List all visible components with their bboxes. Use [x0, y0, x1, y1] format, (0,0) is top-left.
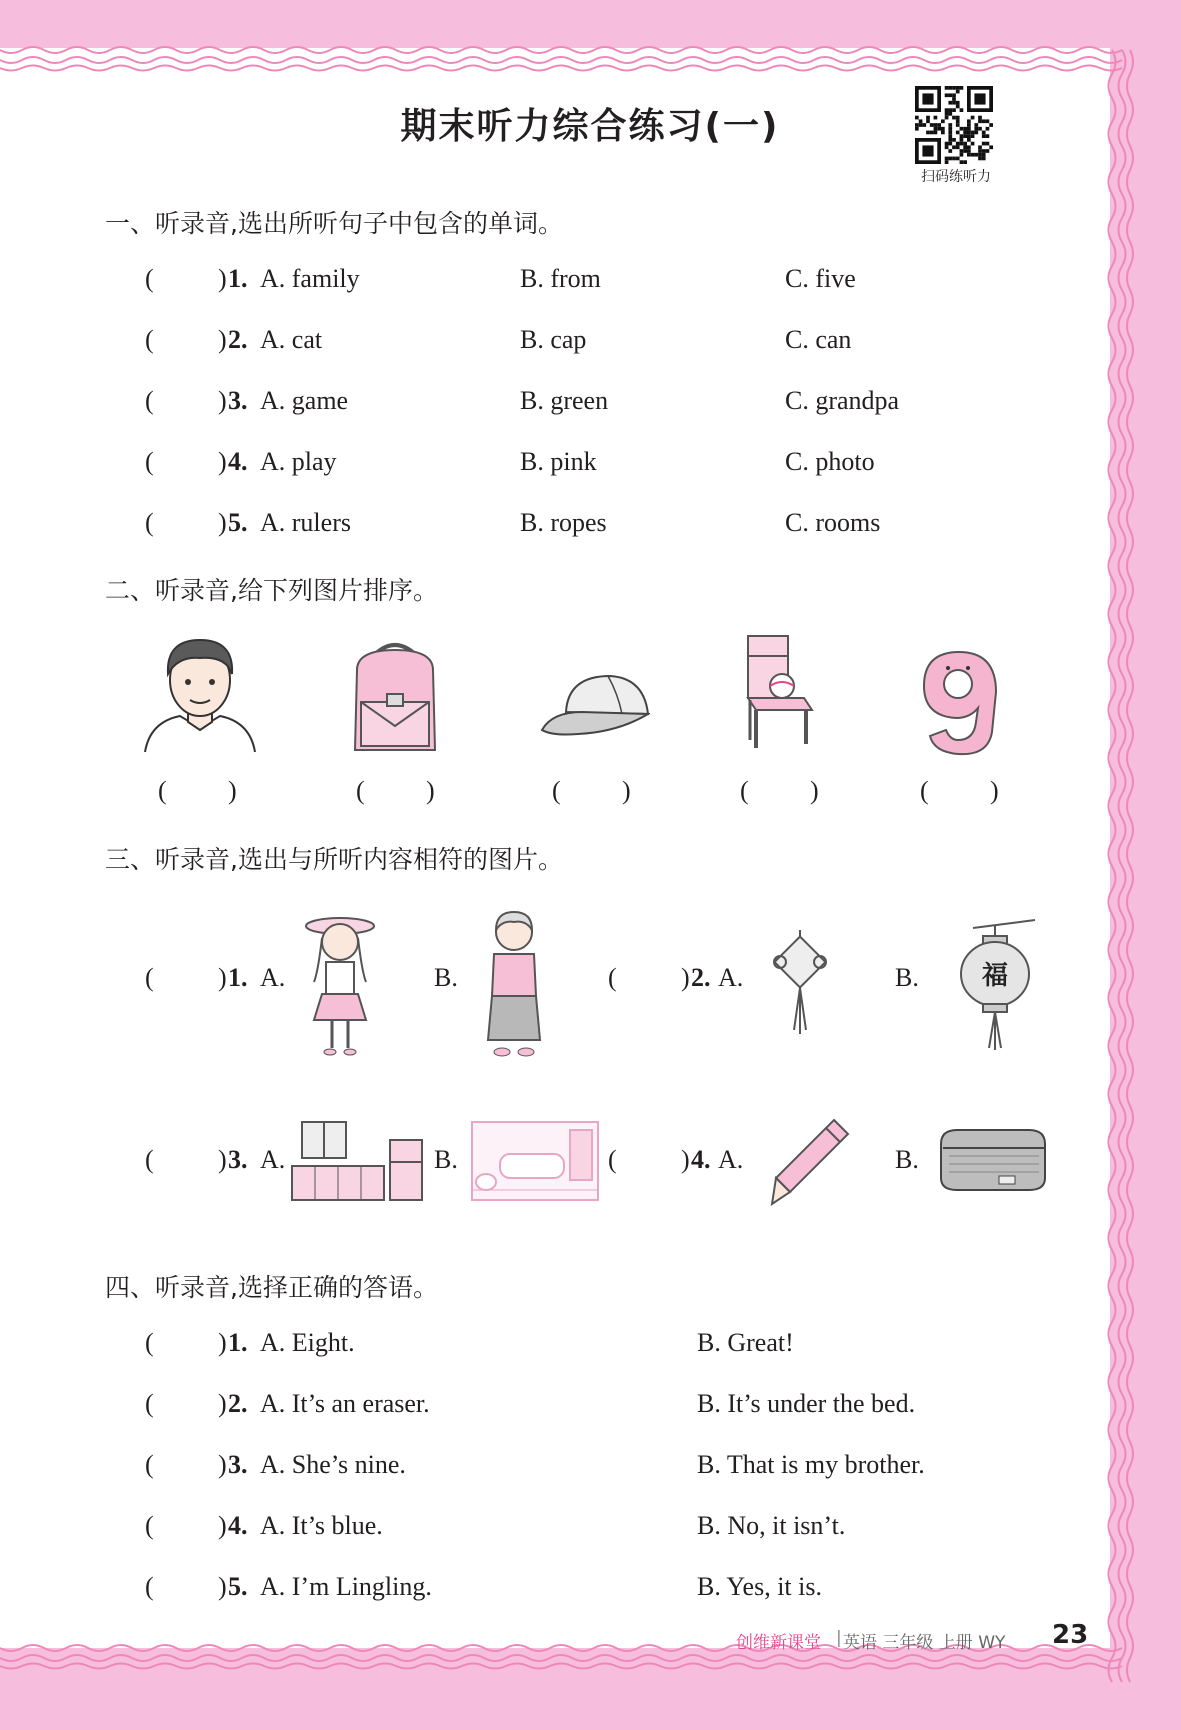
- section-1-heading: 一、听录音,选出所听句子中包含的单词。: [105, 209, 563, 238]
- answer-blank-open[interactable]: (: [145, 447, 154, 476]
- option-b: B. green: [520, 386, 609, 415]
- chinese-knot-picture: [770, 930, 830, 1040]
- question-row: [145, 1572, 1045, 1606]
- question-number: 1.: [228, 1328, 248, 1357]
- man-picture: [140, 630, 260, 755]
- answer-blank-close: ): [218, 1145, 227, 1174]
- question-row: [145, 508, 1045, 542]
- answer-blank-open[interactable]: (: [145, 1389, 154, 1418]
- option-b: B.: [434, 1145, 458, 1174]
- option-b: B.: [434, 963, 458, 992]
- answer-blank-close: ): [218, 1511, 227, 1540]
- wave-line: [1119, 50, 1126, 1682]
- answer-blank-close: ): [218, 325, 227, 354]
- option-a: A. family: [260, 264, 360, 293]
- answer-blank-open[interactable]: (: [145, 264, 154, 293]
- pencil-picture: [770, 1118, 850, 1206]
- question-number: 4.: [228, 447, 248, 476]
- option-b: B. It’s under the bed.: [697, 1389, 916, 1418]
- option-a: A. I’m Lingling.: [260, 1572, 432, 1601]
- number-nine-picture: [918, 648, 1000, 758]
- option-c: C. grandpa: [785, 386, 900, 415]
- section-4-heading: 四、听录音,选择正确的答语。: [105, 1273, 438, 1302]
- answer-blank-close: ): [681, 963, 690, 992]
- question-row: [145, 264, 1045, 298]
- option-b: B. Great!: [697, 1328, 794, 1357]
- kitchen-picture: [290, 1120, 424, 1202]
- bathroom-picture: [470, 1120, 600, 1202]
- option-b: B. from: [520, 264, 601, 293]
- option-a: A.: [718, 963, 744, 992]
- option-c: C. five: [785, 264, 856, 293]
- lantern-character: 福: [981, 961, 1009, 991]
- option-b: B. Yes, it is.: [697, 1572, 822, 1601]
- option-b: B.: [895, 1145, 919, 1174]
- wave-line: [0, 1664, 1122, 1669]
- chair-with-ball-picture: [740, 630, 820, 750]
- order-blank[interactable]: ( ): [740, 776, 819, 805]
- option-a: A. It’s blue.: [260, 1511, 383, 1540]
- option-a: A. It’s an eraser.: [260, 1389, 430, 1418]
- option-a: A.: [718, 1145, 744, 1174]
- footer-book-info: 英语 三年级 上册 WY: [843, 1633, 1006, 1653]
- question-row: [145, 1328, 1045, 1362]
- question-row: [145, 447, 1045, 481]
- lantern-picture: [955, 918, 1037, 1054]
- option-a: A. She’s nine.: [260, 1450, 406, 1479]
- question-row: [145, 1450, 1045, 1484]
- option-a: A.: [260, 963, 286, 992]
- answer-blank-close: ): [218, 447, 227, 476]
- option-a: A. cat: [260, 325, 323, 354]
- question-number: 3.: [228, 386, 248, 415]
- option-c: C. photo: [785, 447, 875, 476]
- question-number: 5.: [228, 508, 248, 537]
- option-b: B. pink: [520, 447, 597, 476]
- answer-blank-close: ): [218, 1389, 227, 1418]
- answer-blank-open[interactable]: (: [145, 386, 154, 415]
- option-c: C. can: [785, 325, 852, 354]
- order-blank[interactable]: ( ): [920, 776, 999, 805]
- option-a: A. Eight.: [260, 1328, 355, 1357]
- option-a: A. rulers: [260, 508, 351, 537]
- option-b: B. That is my brother.: [697, 1450, 925, 1479]
- option-b: B. cap: [520, 325, 587, 354]
- cap-picture: [538, 670, 650, 740]
- question-number: 3.: [228, 1145, 248, 1174]
- answer-blank-open[interactable]: (: [145, 1572, 154, 1601]
- option-c: C. rooms: [785, 508, 881, 537]
- answer-blank-open[interactable]: (: [145, 1328, 154, 1357]
- answer-blank-open[interactable]: (: [608, 963, 617, 992]
- answer-blank-open[interactable]: (: [145, 963, 154, 992]
- answer-blank-close: ): [218, 1450, 227, 1479]
- question-number: 1.: [228, 264, 248, 293]
- pencil-case-picture: [935, 1126, 1049, 1194]
- option-a: A. game: [260, 386, 349, 415]
- question-number: 2.: [691, 963, 711, 992]
- option-b: B.: [895, 963, 919, 992]
- question-number: 4.: [228, 1511, 248, 1540]
- wave-line: [0, 66, 1122, 71]
- question-number: 3.: [228, 1450, 248, 1479]
- question-row: [145, 1389, 1045, 1423]
- section-3-heading: 三、听录音,选出与所听内容相符的图片。: [105, 845, 563, 874]
- question-row: [145, 1511, 1045, 1545]
- question-number: 5.: [228, 1572, 248, 1601]
- girl-picture: [300, 908, 380, 1058]
- answer-blank-open[interactable]: (: [145, 325, 154, 354]
- question-row: [145, 386, 1045, 420]
- answer-blank-close: ): [681, 1145, 690, 1174]
- option-b: B. ropes: [520, 508, 607, 537]
- question-number: 2.: [228, 1389, 248, 1418]
- footer-separator: |: [836, 1628, 842, 1648]
- page-title: 期末听力综合练习(一): [400, 106, 780, 147]
- option-a: A.: [260, 1145, 286, 1174]
- order-blank[interactable]: ( ): [356, 776, 435, 805]
- answer-blank-close: ): [218, 508, 227, 537]
- question-number: 4.: [691, 1145, 711, 1174]
- wave-line: [1127, 50, 1133, 1682]
- wave-line: [0, 1655, 1122, 1661]
- answer-blank-close: ): [218, 1572, 227, 1601]
- grandma-picture: [478, 908, 550, 1060]
- qr-caption: 扫码练听力: [921, 169, 991, 185]
- answer-blank-open[interactable]: (: [145, 508, 154, 537]
- page-number: 23: [1052, 1620, 1089, 1650]
- option-b: B. No, it isn’t.: [697, 1511, 846, 1540]
- answer-blank-close: ): [218, 963, 227, 992]
- answer-blank-open[interactable]: (: [608, 1145, 617, 1174]
- section-2-heading: 二、听录音,给下列图片排序。: [105, 576, 438, 605]
- answer-blank-close: ): [218, 386, 227, 415]
- footer-brand: 创维新课堂: [736, 1633, 821, 1653]
- wave-line: [1109, 50, 1116, 1682]
- answer-blank-close: ): [218, 1328, 227, 1357]
- qr-code-icon[interactable]: [915, 86, 993, 164]
- order-blank[interactable]: ( ): [552, 776, 631, 805]
- school-bag-picture: [345, 640, 445, 755]
- wave-line: [0, 47, 1122, 53]
- option-a: A. play: [260, 447, 337, 476]
- wave-line: [0, 57, 1122, 63]
- order-blank[interactable]: ( ): [158, 776, 237, 805]
- answer-blank-open[interactable]: (: [145, 1145, 154, 1174]
- question-number: 1.: [228, 963, 248, 992]
- question-number: 2.: [228, 325, 248, 354]
- answer-blank-close: ): [218, 264, 227, 293]
- answer-blank-open[interactable]: (: [145, 1511, 154, 1540]
- answer-blank-open[interactable]: (: [145, 1450, 154, 1479]
- question-row: [145, 325, 1045, 359]
